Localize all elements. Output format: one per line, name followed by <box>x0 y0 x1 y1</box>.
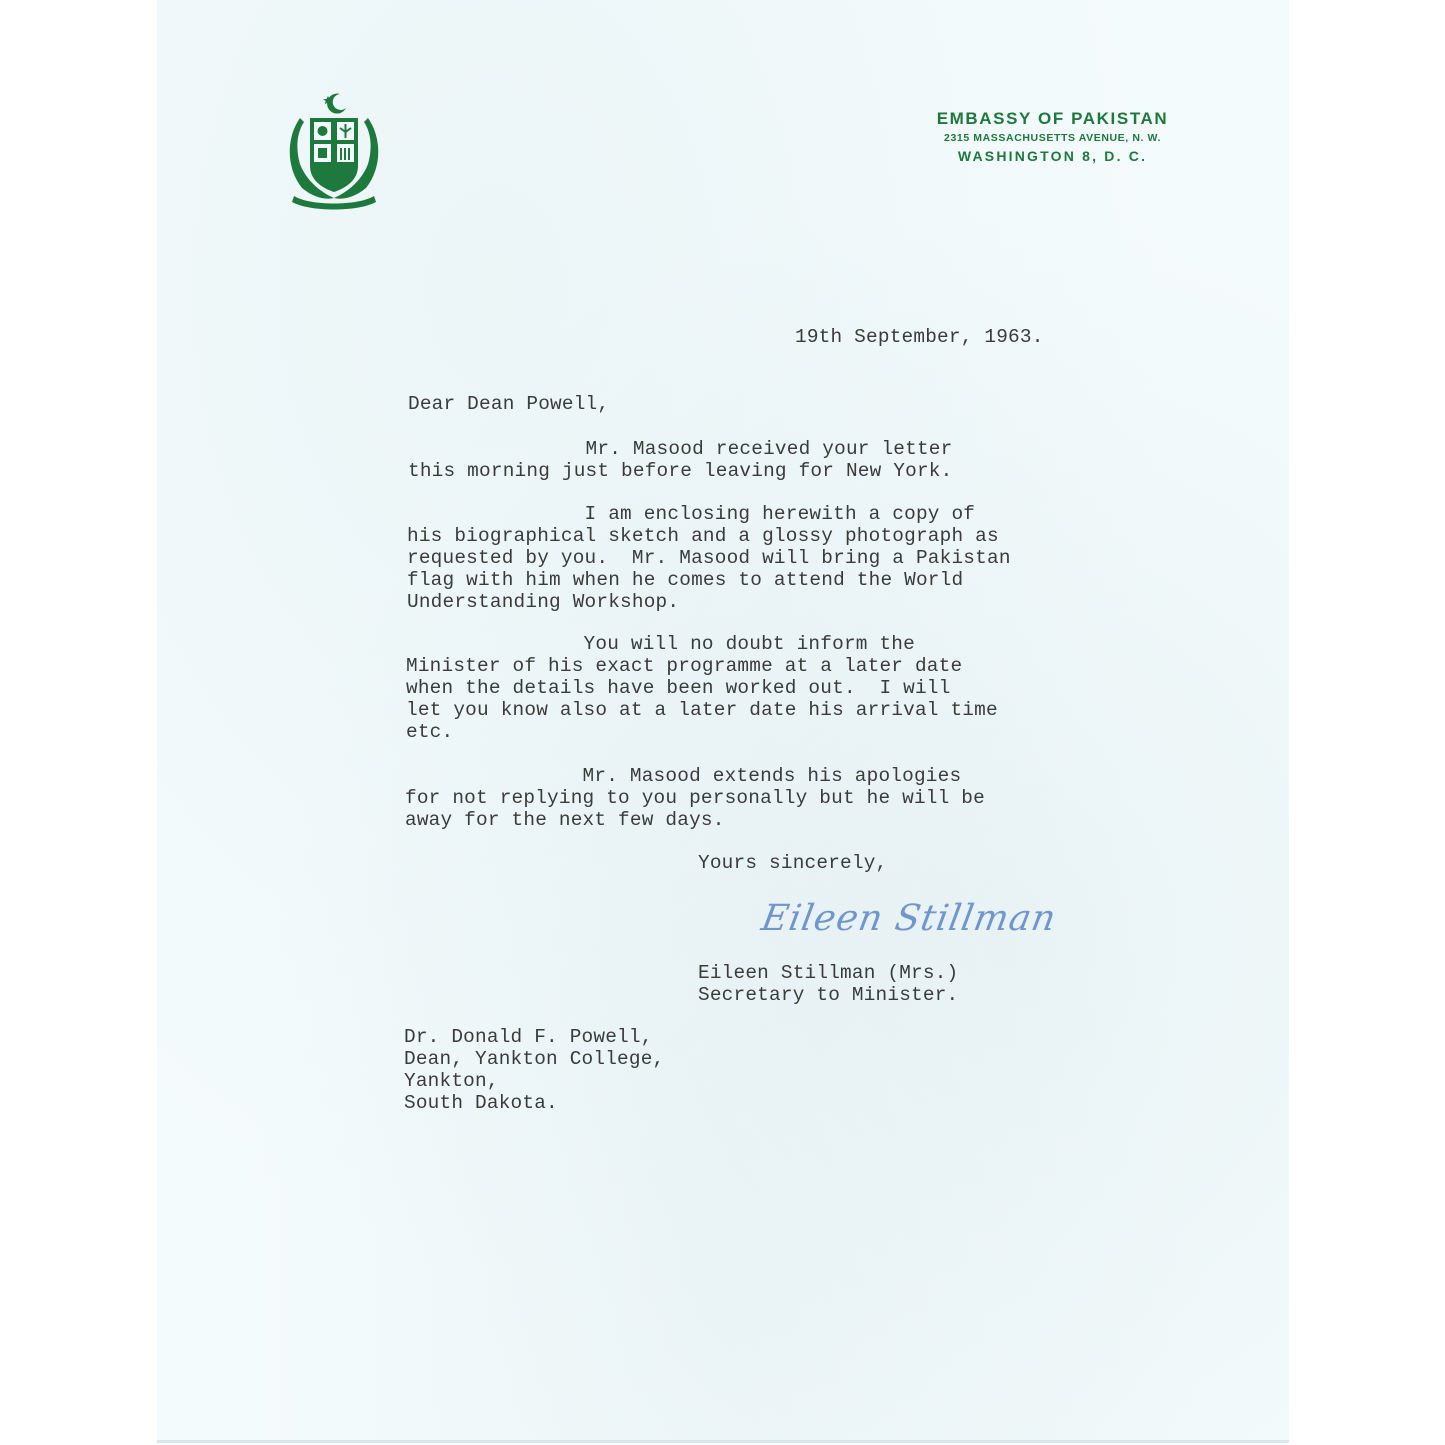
embassy-city: WASHINGTON 8, D. C. <box>957 148 1148 164</box>
paragraph-line: Mr. Masood extends his apologies <box>405 765 962 787</box>
embassy-name: EMBASSY OF PAKISTAN <box>936 109 1169 128</box>
letterhead <box>880 108 1225 166</box>
closing: Yours sincerely, <box>698 852 888 874</box>
paragraph-line: Understanding Workshop. <box>407 591 680 613</box>
signer-name: Eileen Stillman (Mrs.) <box>698 962 959 984</box>
address-line: South Dakota. <box>404 1092 558 1114</box>
paragraph-line: flag with him when he comes to attend the World <box>407 569 964 591</box>
paragraph-line: his biographical sketch and a glossy photograph as <box>407 525 999 547</box>
paragraph-line: let you know also at a later date his arrival time <box>406 699 998 721</box>
paragraph-3 <box>406 633 998 743</box>
paragraph-line: You will no doubt inform the <box>406 633 915 655</box>
paragraph-line: for not replying to you personally but he will be <box>405 787 985 809</box>
paragraph-line: this morning just before leaving for New York. <box>408 460 953 482</box>
paragraph-line: I am enclosing herewith a copy of <box>407 503 976 525</box>
paragraph-line: away for the next few days. <box>405 809 725 831</box>
paragraph-line: etc. <box>406 721 454 743</box>
paragraph-line: when the details have been worked out. I will <box>406 677 951 699</box>
paragraph-1 <box>408 438 952 482</box>
paragraph-2 <box>407 503 1011 613</box>
paragraph-line: Mr. Masood received your letter <box>408 438 953 460</box>
paragraph-4 <box>405 765 985 831</box>
recipient-address <box>404 1026 664 1114</box>
handwritten-signature: Eileen Stillman <box>758 898 1060 939</box>
letter-date: 19th September, 1963. <box>795 326 1044 348</box>
paragraph-line: Minister of his exact programme at a later date <box>406 655 963 677</box>
address-line: Dean, Yankton College, <box>404 1048 665 1070</box>
address-line: Yankton, <box>404 1070 499 1092</box>
embassy-address: 2315 MASSACHUSETTS AVENUE, N. W. <box>944 132 1161 144</box>
salutation: Dear Dean Powell, <box>408 393 610 415</box>
address-line: Dr. Donald F. Powell, <box>404 1026 653 1048</box>
signer-block <box>698 962 958 1006</box>
signer-title: Secretary to Minister. <box>698 984 959 1006</box>
pakistan-coat-of-arms-icon <box>280 88 388 212</box>
paragraph-line: requested by you. Mr. Masood will bring a Pakistan <box>407 547 1011 569</box>
